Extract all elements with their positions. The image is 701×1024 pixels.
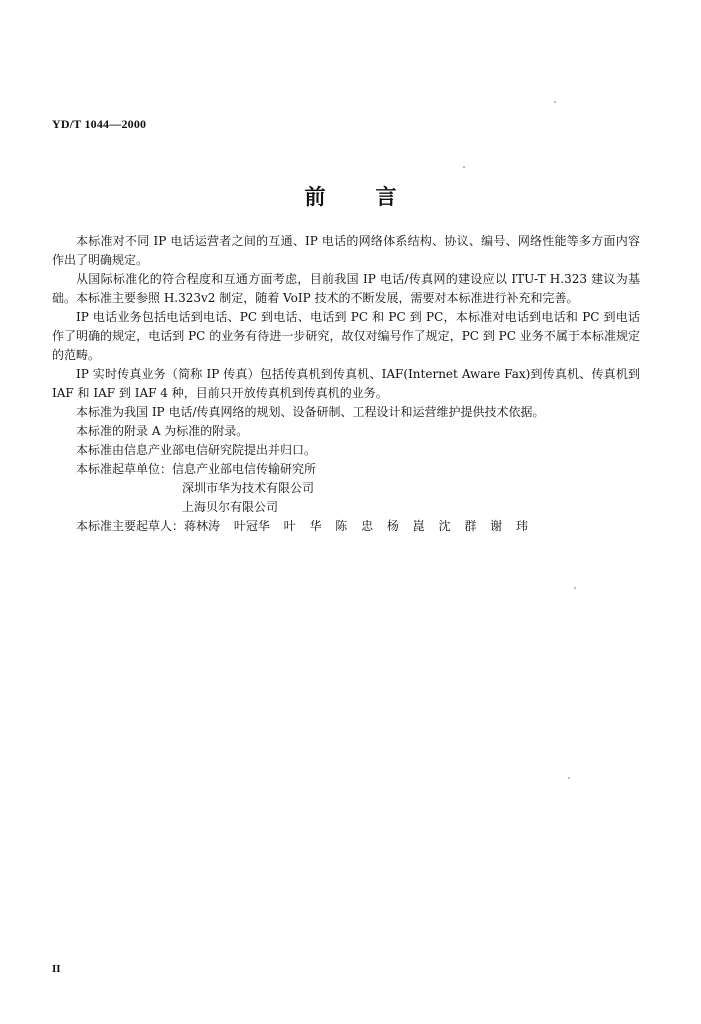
scan-speck [463,166,465,168]
scan-speck [568,777,570,779]
standard-code: YD/T 1044—2000 [52,117,147,131]
main-drafters-label: 本标准主要起草人： [76,519,185,533]
paragraph-scope: 本标准对不同 IP 电话运营者之间的互通、IP 电话的网络体系结构、协议、编号、网络性能等多方面内容作出了明确规定。 [52,234,640,267]
paragraph-purpose: 本标准为我国 IP 电话/传真网络的规划、设备研制、工程设计和运营维护提供技术依据。 [76,405,545,419]
main-drafters-names: 蒋林涛 叶冠华 叶 华 陈 忠 杨 崑 沈 群 谢 玮 [184,519,528,533]
drafting-units [52,460,640,517]
drafting-unit: 信息产业部电信传输研究所 [172,462,317,476]
drafting-unit: 深圳市华为技术有限公司 [182,481,315,495]
paragraph-fax: IP 实时传真业务（简称 IP 传真）包括传真机到传真机、IAF(Internet Aware Fax)到传真机、传真机到 IAF 和 IAF 到 IAF 4 种，目前只开放传真机到传真机的业务。 [52,367,640,400]
drafting-unit: 上海贝尔有限公司 [182,500,279,514]
paragraph-basis: 从国际标准化的符合程度和互通方面考虑，目前我国 IP 电话/传真网的建设应以 ITU-T H.323 建议为基础。本标准主要参照 H.323v2 制定，随着 VoIP 技术的不断发展，需要对本标准进行补充和完善。 [52,272,640,305]
drafting-units-label: 本标准起草单位： [76,462,173,476]
paragraph-services: IP 电话业务包括电话到电话、PC 到电话、电话到 PC 和 PC 到 PC，本标准对电话到电话和 PC 到电话作了明确的规定，电话到 PC 的业务有待进一步研究，故仅对编号作了规定，PC 到 PC 业务不属于本标准规定的范畴。 [52,310,640,362]
page-title: 前言 [304,184,447,209]
main-drafters [52,517,640,536]
page-number: II [52,963,61,975]
scan-speck [554,101,556,103]
paragraph-annex: 本标准的附录 A 为标准的附录。 [76,424,249,438]
foreword-body [52,232,640,536]
scan-speck [574,587,576,589]
paragraph-proposer: 本标准由信息产业部电信研究院提出并归口。 [76,443,317,457]
